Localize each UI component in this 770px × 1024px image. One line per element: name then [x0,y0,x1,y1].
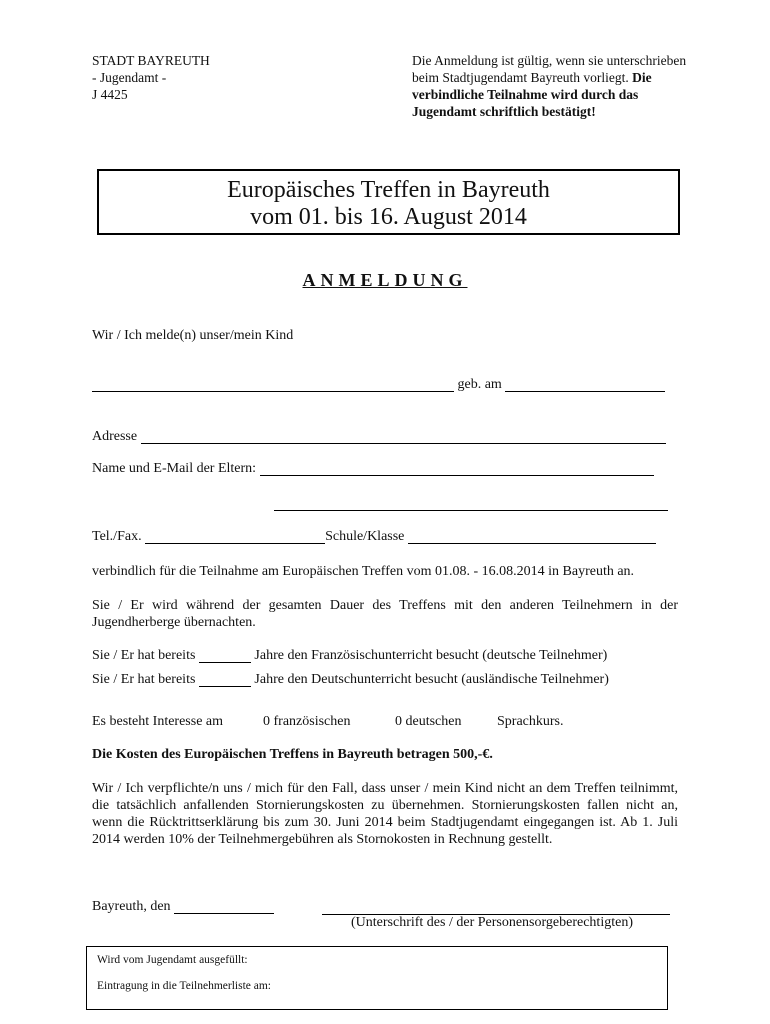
date-field[interactable] [174,899,274,914]
school-field[interactable] [408,529,656,544]
place-date-row [92,898,274,915]
form-heading: ANMELDUNG [302,270,468,290]
birthdate-label: geb. am [457,377,502,392]
birthdate-field[interactable] [505,377,665,392]
german-row [92,671,692,688]
german-suffix: Jahre den Deutschunterricht besucht (ausländische Teilnehmer) [254,672,609,687]
french-suffix: Jahre den Französischunterricht besucht (deutsche Teilnehmer) [254,648,608,663]
intro-text: Wir / Ich melde(n) unser/mein Kind [92,328,294,343]
issuer-reference: J 4425 [92,87,128,102]
accommodation-paragraph: Sie / Er wird während der gesamten Dauer des Treffens mit den anderen Teilnehmern in der Jugendherberge übernachten. [92,598,678,630]
interest-label: Es besteht Interesse am [92,714,224,729]
parents-row [92,460,678,477]
issuer-block [92,52,210,103]
german-years-field[interactable] [199,672,251,687]
course-label: Sprachkurs. [497,714,564,729]
participation-paragraph: verbindlich für die Teilnahme am Europäischen Treffen vom 01.08. - 16.08.2014 in Bayreuth an. [92,564,635,579]
school-label: Schule/Klasse [325,529,405,544]
event-title: Europäisches Treffen in Bayreuth [227,177,550,203]
address-row [92,428,678,445]
signature-field[interactable] [322,900,670,915]
cancellation-paragraph: Wir / Ich verpflichte/n uns / mich für den Fall, dass unser / mein Kind nicht an dem Treffen teilnimmt, die tatsächlich anfallenden Stornierungskosten zu übernehmen. Stornierungskosten fallen nicht an, wenn die Rücktrittserklärung bis zum 30. Juni 2014 beim Stadtjugendamt eingegangen ist. Ab 1. Juli 2014 werden 10% der Teilnehmergebühren als Stornokosten in Rechnung gestellt. [92,781,678,847]
french-row [92,647,692,664]
child-name-field[interactable] [92,377,454,392]
option-french[interactable]: 0 französischen [263,714,351,729]
parents-row-2 [274,494,668,512]
german-prefix: Sie / Er hat bereits [92,672,196,687]
issuer-city: STADT BAYREUTH [92,53,210,68]
contact-row [92,528,682,545]
place-date-label: Bayreuth, den [92,899,171,914]
validity-note-text: Die Anmeldung ist gültig, wenn sie unterschrieben beim Stadtjugendamt Bayreuth vorliegt. [412,53,687,85]
french-prefix: Sie / Er hat bereits [92,648,196,663]
event-dates: vom 01. bis 16. August 2014 [250,204,527,230]
costs-statement: Die Kosten des Europäischen Treffens in Bayreuth betragen 500,-€. [92,747,493,762]
office-use-box [86,946,668,1010]
list-entry-label: Eintragung in die Teilnehmerliste am: [97,980,271,992]
validity-note [412,52,702,120]
address-field[interactable] [141,429,666,444]
child-row [92,376,678,393]
phone-label: Tel./Fax. [92,529,142,544]
validity-note-bold: Die verbindliche Teilnahme wird durch das Jugendamt schriftlich bestätigt! [412,70,652,119]
phone-field[interactable] [145,529,325,544]
event-title-box [97,169,680,235]
address-label: Adresse [92,429,138,444]
parents-label: Name und E-Mail der Eltern: [92,461,257,476]
option-german[interactable]: 0 deutschen [395,714,462,729]
parents-field-2[interactable] [274,496,668,511]
french-years-field[interactable] [199,648,251,663]
parents-field[interactable] [260,461,654,476]
issuer-department: - Jugendamt - [92,70,167,85]
office-use-label: Wird vom Jugendamt ausgefüllt: [97,954,248,966]
signature-caption: (Unterschrift des / der Personensorgeberechtigten) [351,915,633,930]
